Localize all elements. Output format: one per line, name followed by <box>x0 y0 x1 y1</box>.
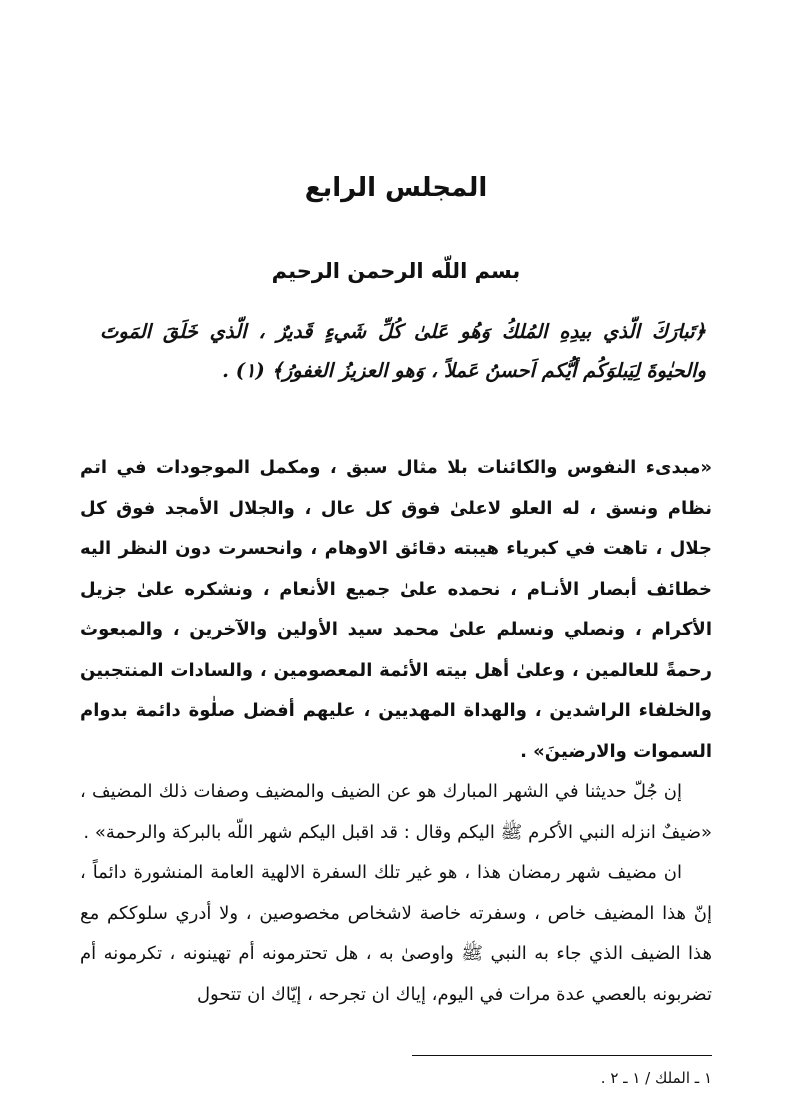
opening-prayer-paragraph: «مبدىء النفوس والكائنات بلا مثال سبق ، ومكمل الموجودات في اتم نظام ونسق ، له العلو لاعلىٰ فوق كل عال ، والجلال الأمجد فوق كل جلال ، تاهت في كبرياء هيبته دقائق الاوهام ، وانحسرت دون النظر اليه خطائف أبصار الأنـام ، نحمده علىٰ جميع الأنعام ، ونشكره علىٰ جزيل الأكرام ، ونصلي ونسلم علىٰ محمد سيد الأولين والآخرين ، والمبعوث رحمةً للعالمين ، وعلىٰ أهل بيته الأئمة المعصومين ، والسادات المنتجبين والخلفاء الراشدين ، والهداة المهديين ، عليهم أفضل صلٰوة دائمة بدوام السموات والارضينَ» . <box>80 457 712 762</box>
body-paragraph: إن جُلّ حديثنا في الشهر المبارك هو عن الضيف والمضيف وصفات ذلك المضيف ، «ضيفٌ انزله النبي الأكرم ﷺ اليكم وقال : قد اقبل اليكم شهر اللّه بالبركة والرحمة» . <box>80 781 712 843</box>
book-page <box>80 0 712 1118</box>
body-paragraph: ان مضيف شهر رمضان هذا ، هو غير تلك السفرة الالهية العامة المنشورة دائماً ، إنّ هذا المضيف خاص ، وسفرته خاصة لاشخاص مخصوصين ، ولا أدري سلوككم مع هذا الضيف الذي جاء به النبي ﷺ واوصىٰ به ، هل تحترمونه أم تهينونه ، تكرمونه أم تضربونه بالعصي عدة مرات في اليوم، إياك ان تجرحه ، إيّاك ان تتحول <box>80 862 712 1005</box>
quran-verse: ﴿تَبارَكَ الّذي بيدِهِ المُلكُ وَهُو عَلىٰ كُلِّ شَيءٍ قَديرٌ ، الّذي خَلَقَ المَوتَ والحيٰوةَ لِيَبلوَكُم أيُّكم اَحسنُ عَملاً ، وَهو العزيزُ الغفورُ﴾ (١) . <box>100 320 706 382</box>
footnote: ١ ـ الملك / ١ ـ ٢ . <box>600 1069 712 1087</box>
body-text <box>80 448 712 1015</box>
basmala-heading: بسم اللّه الرحمن الرحيم <box>271 259 521 283</box>
chapter-title: المجلس الرابع <box>304 173 488 203</box>
footnote-divider <box>412 1055 712 1056</box>
